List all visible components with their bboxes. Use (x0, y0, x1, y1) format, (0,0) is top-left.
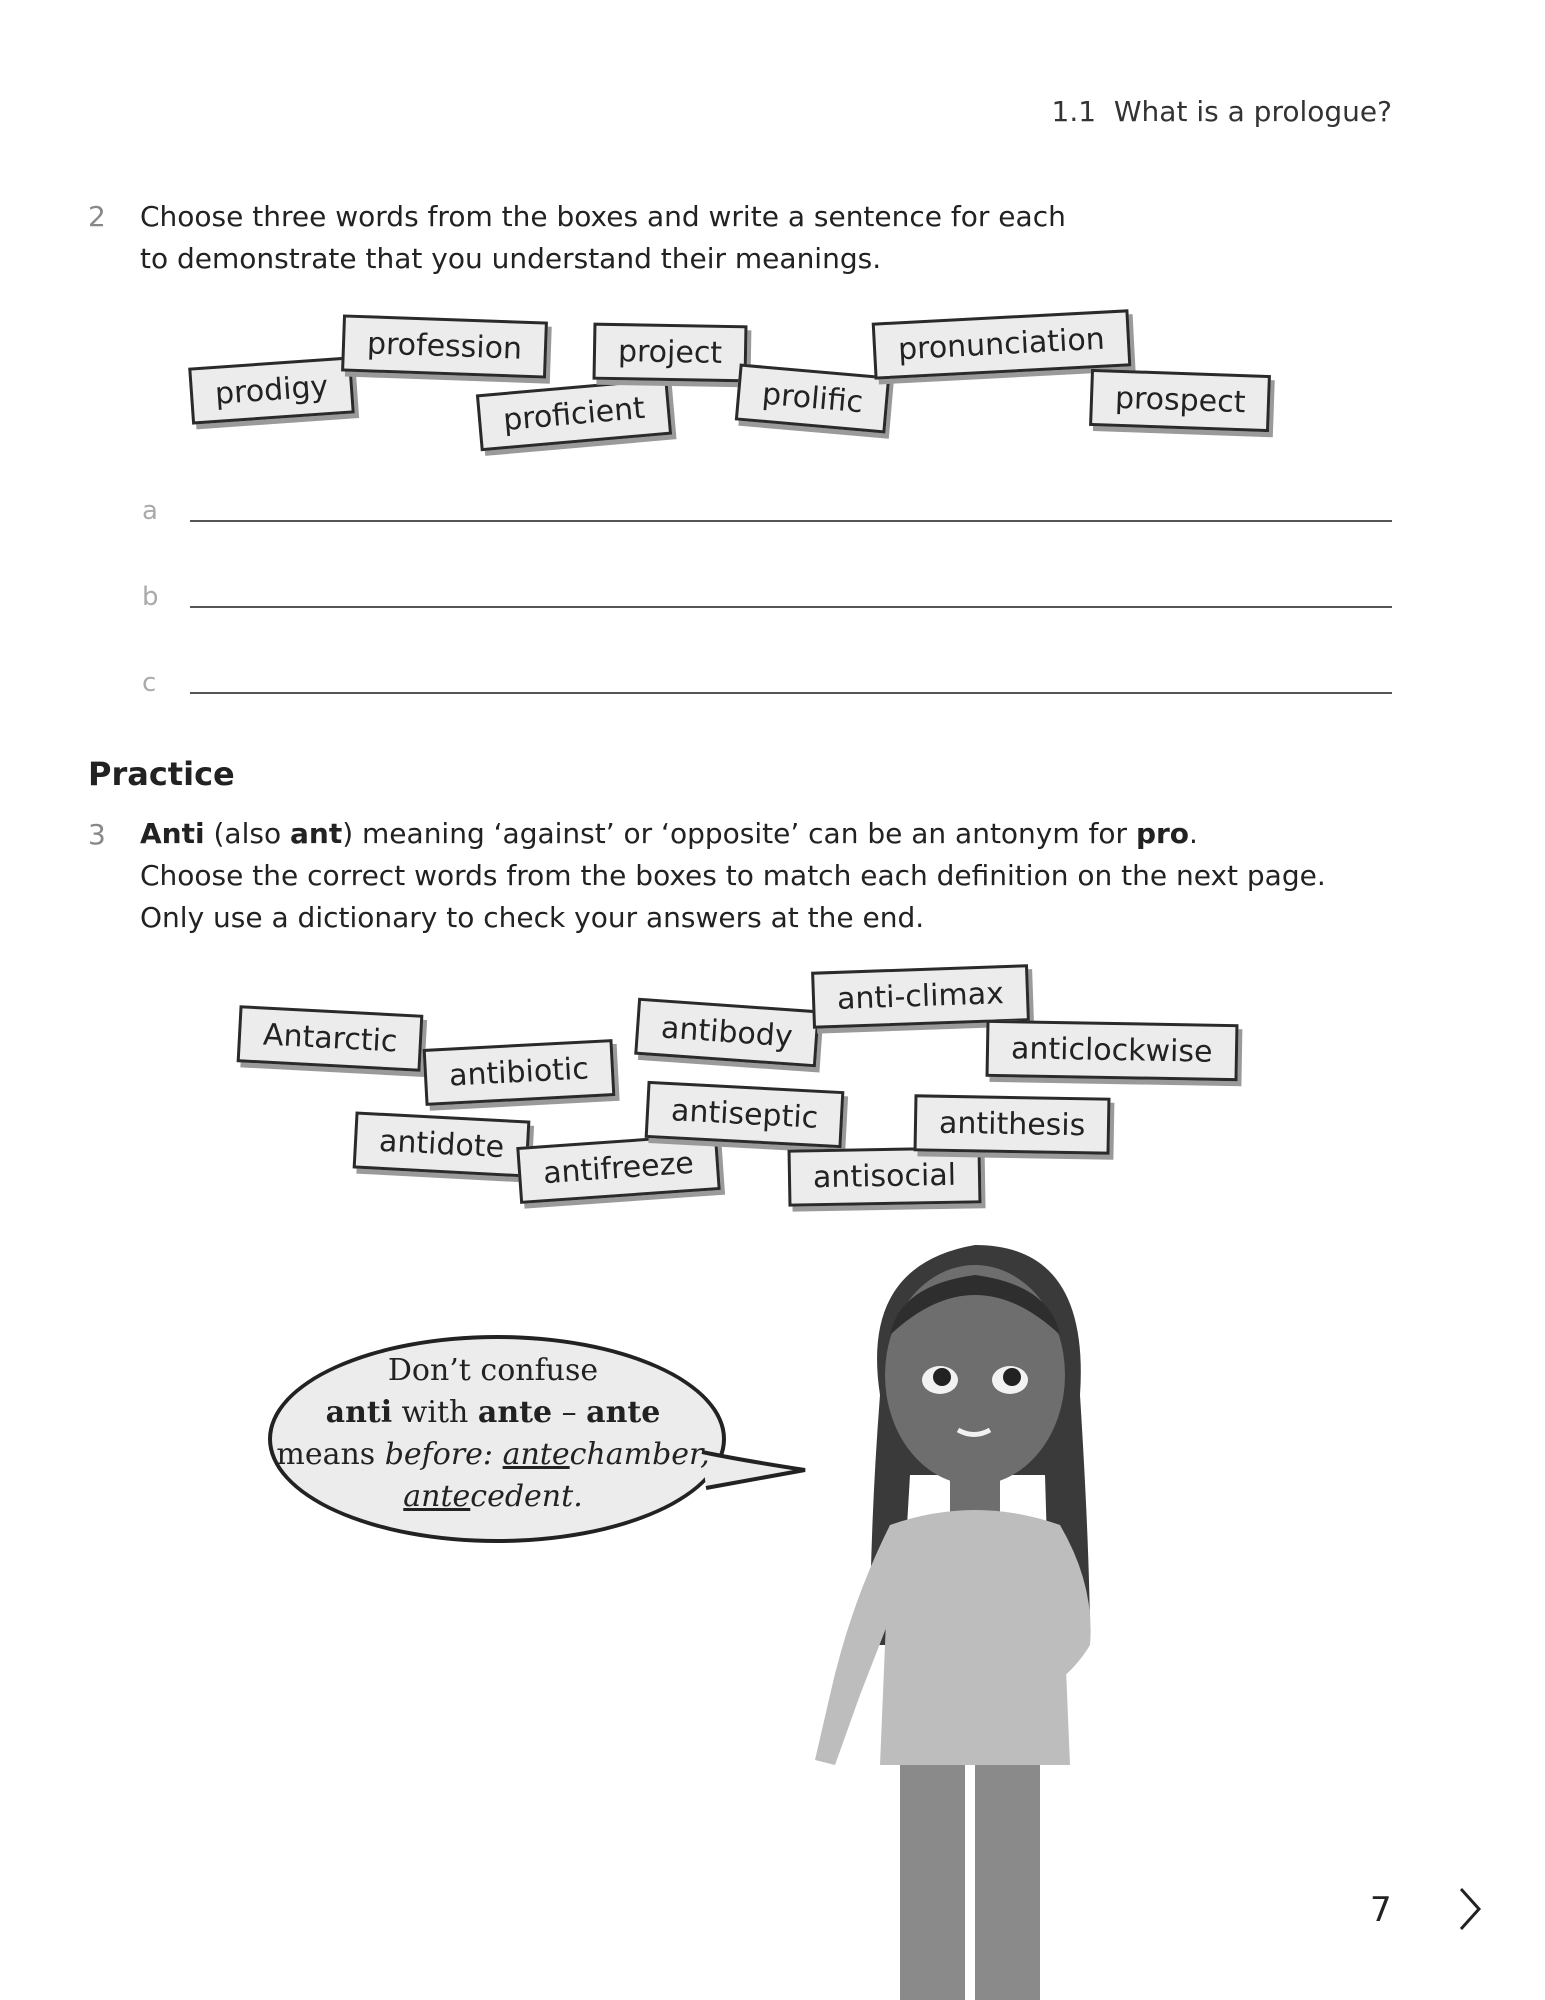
bold-term: ante (586, 1395, 661, 1430)
text-fragment: . (1189, 817, 1198, 850)
text-fragment: with (392, 1395, 478, 1430)
answer-label: b (142, 582, 159, 612)
bold-term: ant (289, 817, 343, 850)
text-fragment: ) meaning ‘against’ or ‘opposite’ can be an antonym for (342, 817, 1136, 850)
bold-term: anti (325, 1395, 393, 1430)
question-number: 3 (88, 818, 106, 851)
question-number: 2 (88, 200, 106, 233)
question-text (140, 813, 1326, 939)
question-line: Choose the correct words from the boxes to match each definition on the next page. (140, 859, 1326, 892)
word-box: proficient (476, 378, 672, 452)
word-box: antisocial (788, 1146, 982, 1206)
bubble-line: Don’t confuse (387, 1353, 599, 1388)
underlined-prefix: ante (403, 1479, 471, 1514)
word-box: anti-climax (811, 964, 1030, 1029)
question-line: to demonstrate that you understand their meanings. (140, 242, 882, 275)
underlined-prefix: ante (502, 1437, 570, 1472)
word-box: antibody (634, 998, 819, 1068)
answer-line[interactable] (190, 606, 1392, 608)
word-box: pronunciation (872, 309, 1131, 379)
word-box: antibiotic (423, 1039, 616, 1106)
bubble-line (268, 1434, 718, 1476)
chevron-right-icon[interactable] (1455, 1885, 1485, 1933)
word-box: prospect (1089, 369, 1271, 432)
question-line: Choose three words from the boxes and write a sentence for each (140, 200, 1066, 233)
word-box: project (593, 323, 748, 383)
section-number: 1.1 (1051, 95, 1097, 128)
girl-illustration (760, 1225, 1180, 2000)
answer-line[interactable] (190, 520, 1392, 522)
question-text (140, 196, 1066, 280)
page-number: 7 (1370, 1890, 1392, 1930)
word-box: antifreeze (516, 1133, 720, 1204)
speech-bubble-text (268, 1350, 718, 1518)
text-fragment: means (276, 1437, 385, 1472)
answer-label: a (142, 496, 158, 526)
bold-term: pro (1135, 817, 1190, 850)
bubble-line (268, 1392, 718, 1434)
word-box: prodigy (188, 356, 355, 424)
word-box: profession (341, 314, 548, 378)
bold-term: Anti (140, 817, 205, 850)
word-box: antithesis (914, 1094, 1111, 1154)
word-box: Antarctic (237, 1005, 424, 1072)
word-box: anticlockwise (986, 1020, 1238, 1081)
answer-line[interactable] (190, 692, 1392, 694)
question-line (140, 813, 1326, 855)
text-fragment: (also (204, 817, 290, 850)
question-line: Only use a dictionary to check your answers at the end. (140, 901, 925, 934)
text-fragment: chamber, (569, 1437, 710, 1472)
section-title: What is a prologue? (1113, 95, 1392, 128)
bubble-line (268, 1476, 718, 1518)
bold-term: ante (477, 1395, 553, 1430)
word-box: antiseptic (645, 1081, 845, 1148)
word-box: prolific (735, 364, 891, 434)
section-header (0, 95, 1392, 128)
italic-term: before: (384, 1437, 494, 1472)
text-fragment: cedent. (470, 1479, 583, 1514)
word-box: antidote (353, 1111, 531, 1177)
text-fragment: – (552, 1395, 587, 1430)
answer-label: c (142, 668, 157, 698)
section-heading: Practice (88, 755, 235, 793)
